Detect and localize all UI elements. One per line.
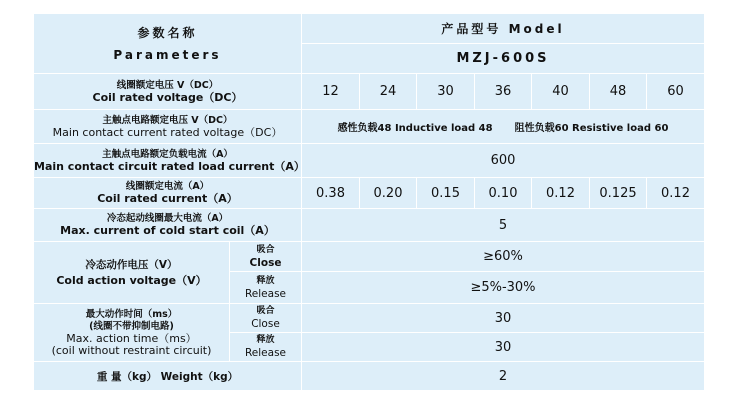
contact-voltage-cn: 主触点电路额定电压 V（DC） <box>102 114 233 126</box>
action-close-label <box>230 304 302 333</box>
model-header <box>302 14 705 44</box>
coil-voltage-cell <box>360 74 417 110</box>
resistive-load: 阻性负载60 Resistive load 60 <box>514 123 669 134</box>
action-time-en2: (coil without restraint circuit) <box>51 343 212 357</box>
coil-current-value: 0.10 <box>488 185 518 201</box>
coil-current-cell <box>647 178 705 209</box>
model-value <box>302 44 705 74</box>
parameters-en: Parameters <box>113 47 222 62</box>
coil-voltage-cell <box>475 74 532 110</box>
cold-start-text: 5 <box>498 217 508 233</box>
cold-release-text: ≥5%-30% <box>470 280 536 295</box>
cold-close-en: Close <box>249 256 282 269</box>
coil-current-cell <box>302 178 360 209</box>
coil-voltage-value: 60 <box>667 84 684 99</box>
weight-value <box>302 362 705 391</box>
coil-current-label <box>34 178 302 209</box>
weight-label <box>34 362 302 391</box>
model-value-text: MZJ-600S <box>456 50 550 66</box>
coil-voltage-cell <box>532 74 590 110</box>
coil-voltage-value: 40 <box>552 84 569 99</box>
weight-label-text: 重 量（kg） Weight（kg） <box>96 370 239 383</box>
action-close-text: 30 <box>494 310 512 326</box>
load-current-cn: 主触点电路额定负载电流（A） <box>102 148 233 160</box>
coil-current-cell <box>360 178 417 209</box>
load-current-en: Main contact circuit rated load current（A） <box>34 159 305 173</box>
coil-voltage-en: Coil rated voltage（DC） <box>92 90 243 104</box>
action-time-cn1: 最大动作时间（ms） <box>85 308 178 320</box>
coil-voltage-cell <box>417 74 475 110</box>
action-time-cn2: (线圈不带抑制电路) <box>89 320 174 332</box>
spec-table <box>34 14 705 391</box>
coil-voltage-cell <box>302 74 360 110</box>
action-release-label <box>230 333 302 362</box>
action-release-value <box>302 333 705 362</box>
parameters-cn: 参数名称 <box>137 25 198 40</box>
cold-release-label <box>230 272 302 304</box>
coil-voltage-label <box>34 74 302 110</box>
action-time-en1: Max. action time（ms） <box>66 331 197 345</box>
inductive-load: 感性负载48 Inductive load 48 <box>337 123 493 134</box>
coil-current-value: 0.125 <box>599 185 637 201</box>
coil-current-value: 0.12 <box>546 185 575 201</box>
cold-start-cn: 冷态起动线圈最大电流（A） <box>106 213 229 224</box>
action-close-en: Close <box>251 318 280 330</box>
coil-current-value: 0.38 <box>316 185 345 201</box>
coil-voltage-value: 48 <box>609 84 627 99</box>
action-time-label <box>34 304 230 362</box>
coil-current-value: 0.12 <box>661 185 690 201</box>
weight-value-text: 2 <box>498 368 508 384</box>
coil-current-value: 0.20 <box>373 185 403 201</box>
coil-voltage-cell <box>647 74 705 110</box>
cold-start-label <box>34 209 302 242</box>
cold-start-en: Max. current of cold start coil（A） <box>60 224 275 237</box>
coil-voltage-value: 30 <box>437 84 454 99</box>
coil-current-cell <box>532 178 590 209</box>
coil-current-cn: 线圈额定电流（A） <box>125 181 210 192</box>
parameters-header <box>34 14 302 74</box>
action-close-value <box>302 304 705 333</box>
action-close-cn: 吸合 <box>256 306 275 316</box>
action-release-en: Release <box>244 347 287 359</box>
cold-close-value <box>302 242 705 272</box>
cold-action-en: Cold action voltage（V） <box>56 273 207 287</box>
contact-voltage-label <box>34 110 302 144</box>
cold-close-text: ≥60% <box>483 249 523 264</box>
coil-current-cell <box>590 178 647 209</box>
coil-current-cell <box>417 178 475 209</box>
load-current-label <box>34 144 305 178</box>
model-label: 产品型号 Model <box>441 21 565 36</box>
cold-release-cn: 释放 <box>256 275 275 286</box>
cold-action-label <box>34 242 230 304</box>
coil-voltage-value: 24 <box>379 84 397 99</box>
coil-voltage-value: 36 <box>494 84 512 99</box>
coil-current-cell <box>475 178 532 209</box>
coil-voltage-value: 12 <box>322 84 339 99</box>
cold-close-cn: 吸合 <box>256 244 275 255</box>
coil-current-en: Coil rated current（A） <box>97 192 238 205</box>
load-current-text: 600 <box>490 153 516 168</box>
load-current-value <box>302 144 705 178</box>
contact-voltage-en: Main contact current rated voltage（DC） <box>52 125 283 139</box>
coil-current-value: 0.15 <box>431 185 460 201</box>
coil-voltage-cell <box>590 74 647 110</box>
cold-release-en: Release <box>244 287 287 300</box>
cold-close-label <box>230 242 302 272</box>
action-release-text: 30 <box>494 339 512 355</box>
contact-voltage-values <box>302 110 705 144</box>
cold-release-value <box>302 272 705 304</box>
cold-start-value <box>302 209 705 242</box>
coil-voltage-cn: 线圈额定电压 V（DC） <box>116 79 219 91</box>
cold-action-cn: 冷态动作电压（V） <box>85 258 178 271</box>
action-release-cn: 释放 <box>256 335 275 345</box>
